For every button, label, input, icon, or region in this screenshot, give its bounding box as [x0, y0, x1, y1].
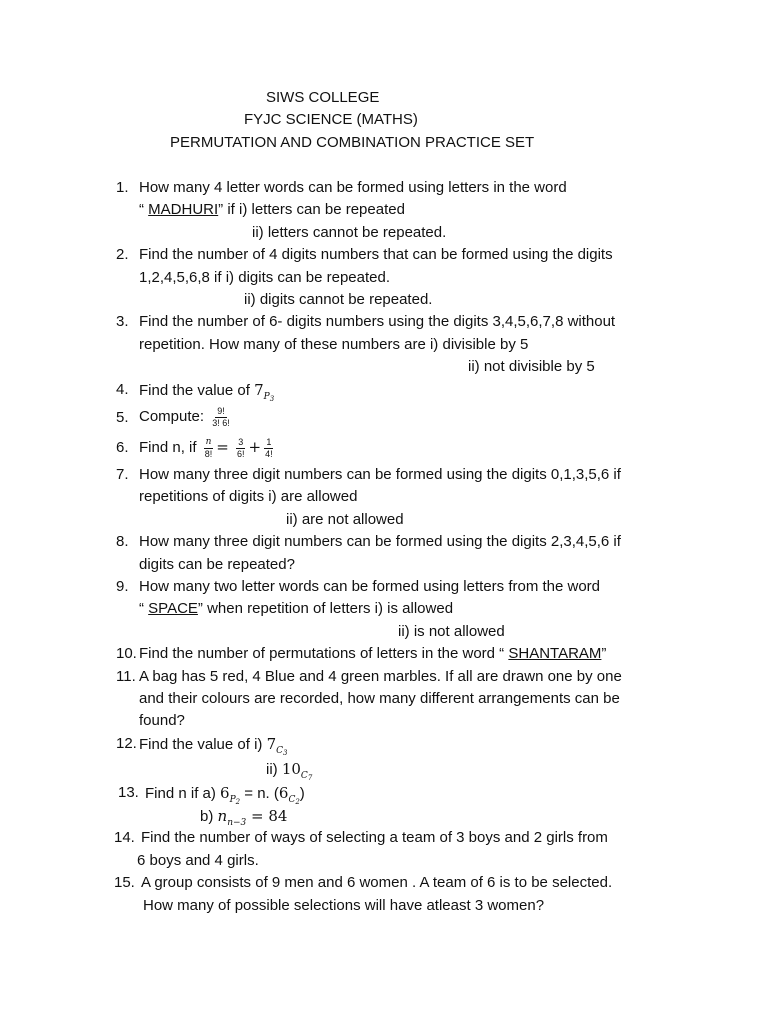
- q10-text: Find the number of permutations of letters in the word “ SHANTARAM”: [139, 645, 607, 662]
- q3-line2: repetition. How many of these numbers are i) divisible by 5: [139, 336, 529, 353]
- q11-number: 11.: [116, 668, 136, 685]
- course-name: FYJC SCIENCE (MATHS): [244, 111, 418, 128]
- q1-line2: “ MADHURI” if i) letters can be repeated: [139, 201, 405, 218]
- q2-line2: 1,2,4,5,6,8 if i) digits can be repeated.: [139, 269, 390, 286]
- q1-number: 1.: [116, 179, 129, 196]
- q4-number: 4.: [116, 381, 129, 398]
- q14-line1: Find the number of ways of selecting a team of 3 boys and 2 girls from: [141, 829, 608, 846]
- q3-line3: ii) not divisible by 5: [468, 358, 595, 375]
- q1-word: MADHURI: [148, 201, 219, 218]
- q4-text: Find the value of $7_{P_3}$: [139, 381, 275, 403]
- q5-text: Compute: $\frac{9!}{3! 6!}$: [139, 405, 230, 428]
- q10-word: SHANTARAM: [508, 645, 602, 662]
- q11-line1: A bag has 5 red, 4 Blue and 4 green marbles. If all are drawn one by one: [139, 668, 622, 685]
- q10-number: 10.: [116, 645, 137, 662]
- q15-number: 15.: [114, 874, 135, 891]
- q1-line3: ii) letters cannot be repeated.: [252, 224, 447, 241]
- q12-part-b: ii) $10_{C_7}$: [266, 760, 313, 782]
- q7-number: 7.: [116, 466, 129, 483]
- page-title: PERMUTATION AND COMBINATION PRACTICE SET: [170, 134, 535, 151]
- q11-line2: and their colours are recorded, how many different arrangements can be: [139, 690, 620, 707]
- q7-line1: How many three digit numbers can be formed using the digits 0,1,3,5,6 if: [139, 466, 621, 483]
- q15-line2: How many of possible selections will have atleast 3 women?: [143, 897, 545, 914]
- q6-number: 6.: [116, 439, 129, 456]
- q13-part-a: Find n if a) $6_{P_2} = n$. $(6_{C_2})$: [145, 784, 305, 806]
- q2-line3: ii) digits cannot be repeated.: [244, 291, 433, 308]
- q12-number: 12.: [116, 735, 137, 752]
- q5-fraction: $\frac{9!}{3! 6!}$: [212, 405, 230, 428]
- q7-line3: ii) are not allowed: [286, 511, 404, 528]
- q9-line2: “ SPACE” when repetition of letters i) is allowed: [139, 600, 454, 617]
- q3-number: 3.: [116, 313, 129, 330]
- q2-number: 2.: [116, 246, 129, 263]
- q3-line1: Find the number of 6- digits numbers using the digits 3,4,5,6,7,8 without: [139, 313, 616, 330]
- q12-part-a: Find the value of i) $7_{C_3}$: [139, 735, 288, 757]
- q15-line1: A group consists of 9 men and 6 women . A team of 6 is to be selected.: [141, 874, 613, 891]
- q13-part-b: b) $n_{n-3} = 84$: [200, 807, 288, 828]
- q7-line2: repetitions of digits i) are allowed: [139, 488, 358, 505]
- q5-number: 5.: [116, 409, 129, 426]
- q8-number: 8.: [116, 533, 129, 550]
- q14-number: 14.: [114, 829, 135, 846]
- q9-line1: How many two letter words can be formed using letters from the word: [139, 578, 601, 595]
- q6-text: Find n, if $\frac{n}{8!}$ = $\frac{3}{6!}$ + $\frac{1}{4!}$: [139, 436, 273, 459]
- q8-line1: How many three digit numbers can be formed using the digits 2,3,4,5,6 if: [139, 533, 621, 550]
- q1-line1: How many 4 letter words can be formed using letters in the word: [139, 179, 567, 196]
- college-name: SIWS COLLEGE: [266, 89, 380, 106]
- q9-number: 9.: [116, 578, 129, 595]
- q11-line3: found?: [139, 712, 185, 729]
- q8-line2: digits can be repeated?: [139, 556, 295, 573]
- q13-number: 13.: [118, 784, 139, 801]
- q14-line2: 6 boys and 4 girls.: [137, 852, 259, 869]
- q2-line1: Find the number of 4 digits numbers that can be formed using the digits: [139, 246, 613, 263]
- q9-word: SPACE: [148, 600, 198, 617]
- q9-line3: ii) is not allowed: [398, 623, 505, 640]
